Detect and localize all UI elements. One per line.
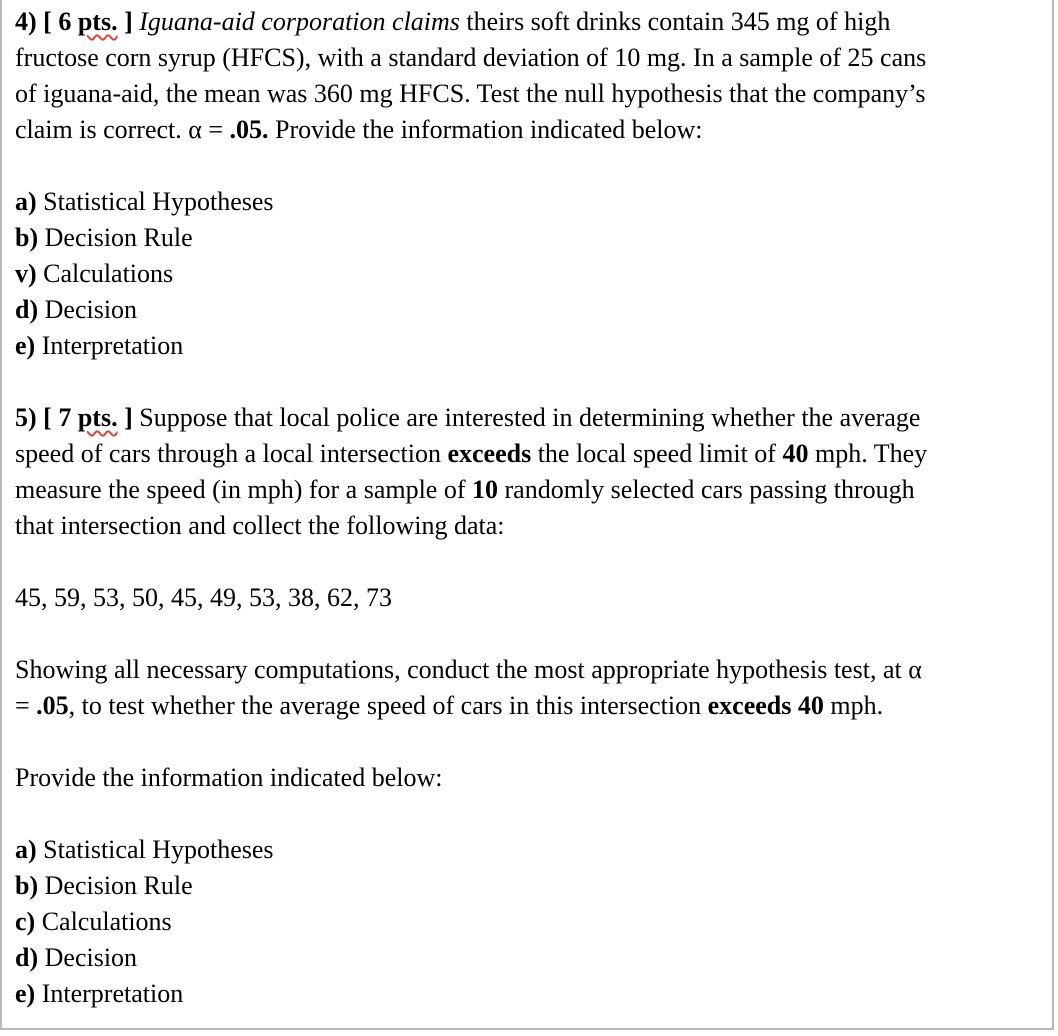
q5-show-line-2 <box>15 688 1055 724</box>
q5-points-unit: pts. <box>77 403 118 432</box>
q5-alpha-value: .05 <box>36 691 69 720</box>
q5-speed-limit: 40 <box>782 439 809 468</box>
q5-show-line-1: Showing all necessary computations, conduct the most appropriate hypothesis test, at α <box>15 655 922 684</box>
q5-line-3-pre: measure the speed (in mph) for a sample of <box>15 475 473 504</box>
q4-item-text: Interpretation <box>35 331 184 360</box>
q5-show-line-2-post: mph. <box>823 691 884 720</box>
q4-item-d <box>15 292 1055 328</box>
q4-item-label: b) <box>15 223 39 252</box>
q4-line-4-pre: claim is correct. α = <box>15 115 230 144</box>
q5-data-values: 45, 59, 53, 50, 45, 49, 53, 38, 62, 73 <box>15 583 392 612</box>
q4-item-text: Decision Rule <box>38 223 193 252</box>
q5-item-d <box>15 940 1055 976</box>
q4-item-label: v) <box>15 259 37 288</box>
q5-item-label: a) <box>15 835 37 864</box>
q4-line-3: of iguana-aid, the mean was 360 mg HFCS. Test the null hypothesis that the company’s <box>15 79 926 108</box>
q5-item-a <box>15 832 1055 868</box>
q5-item-label: e) <box>15 979 36 1008</box>
q4-bracket-close: ] <box>124 7 133 36</box>
q4-item-list <box>15 184 1055 364</box>
q5-item-c <box>15 904 1055 940</box>
q4-italic-claim: Iguana-aid corporation claims <box>139 7 460 36</box>
q5-provide-line: Provide the information indicated below: <box>15 763 443 792</box>
q4-points-value: 6 <box>58 7 72 36</box>
q5-show-line-2-pre: = <box>15 691 37 720</box>
q5-item-b <box>15 868 1055 904</box>
q4-line-1-rest: theirs soft drinks contain 345 mg of high <box>459 7 891 36</box>
q5-exceeds: exceeds <box>447 439 532 468</box>
q5-item-text: Decision <box>38 943 138 972</box>
q5-line-4: that intersection and collect the following data: <box>15 511 505 540</box>
q5-line-3-post: randomly selected cars passing through <box>498 475 915 504</box>
q5-bracket-open: [ <box>43 403 52 432</box>
q4-line-2: fructose corn syrup (HFCS), with a standard deviation of 10 mg. In a sample of 25 cans <box>15 43 927 72</box>
q5-line-3 <box>15 472 1055 508</box>
q4-bracket-open: [ <box>43 7 52 36</box>
q4-line-4 <box>15 112 1055 148</box>
q5-item-label: d) <box>15 943 39 972</box>
q4-item-e <box>15 328 1055 364</box>
q5-bracket-close: ] <box>124 403 133 432</box>
q4-item-label: d) <box>15 295 39 324</box>
q5-number: 5) <box>15 403 37 432</box>
q4-item-text: Decision <box>38 295 138 324</box>
q5-item-e <box>15 976 1055 1012</box>
q4-item-a <box>15 184 1055 220</box>
q4-item-b <box>15 220 1055 256</box>
q4-alpha-value: .05. <box>229 115 269 144</box>
q5-line-1-rest: Suppose that local police are interested in determining whether the average <box>132 403 921 432</box>
q5-line-2 <box>15 436 1055 472</box>
question-5 <box>15 400 1055 1012</box>
q5-line-2-mid: the local speed limit of <box>531 439 783 468</box>
q4-item-v <box>15 256 1055 292</box>
q5-item-text: Statistical Hypotheses <box>36 835 274 864</box>
q5-item-text: Decision Rule <box>38 871 193 900</box>
q5-item-list <box>15 832 1055 1012</box>
q4-item-label: a) <box>15 187 37 216</box>
q5-line-2-post: mph. They <box>808 439 928 468</box>
q5-item-label: b) <box>15 871 39 900</box>
q5-exceeds-40: exceeds 40 <box>707 691 824 720</box>
q5-item-text: Interpretation <box>35 979 184 1008</box>
q4-item-label: e) <box>15 331 36 360</box>
q5-item-text: Calculations <box>35 907 172 936</box>
q4-item-text: Statistical Hypotheses <box>36 187 274 216</box>
q5-line-2-pre: speed of cars through a local intersection <box>15 439 448 468</box>
q5-item-label: c) <box>15 907 36 936</box>
question-4 <box>15 4 1055 364</box>
q4-number: 4) <box>15 7 37 36</box>
q5-show-line-2-mid: , to test whether the average speed of cars in this intersection <box>68 691 708 720</box>
q5-sample-size: 10 <box>472 475 499 504</box>
document-content <box>15 4 1055 1012</box>
q4-points-unit: pts. <box>77 7 118 36</box>
q4-line-4-post: Provide the information indicated below: <box>268 115 703 144</box>
q5-points-value: 7 <box>58 403 72 432</box>
q5-line-1 <box>15 400 1055 436</box>
q4-line-1 <box>15 4 1055 40</box>
q4-item-text: Calculations <box>36 259 174 288</box>
